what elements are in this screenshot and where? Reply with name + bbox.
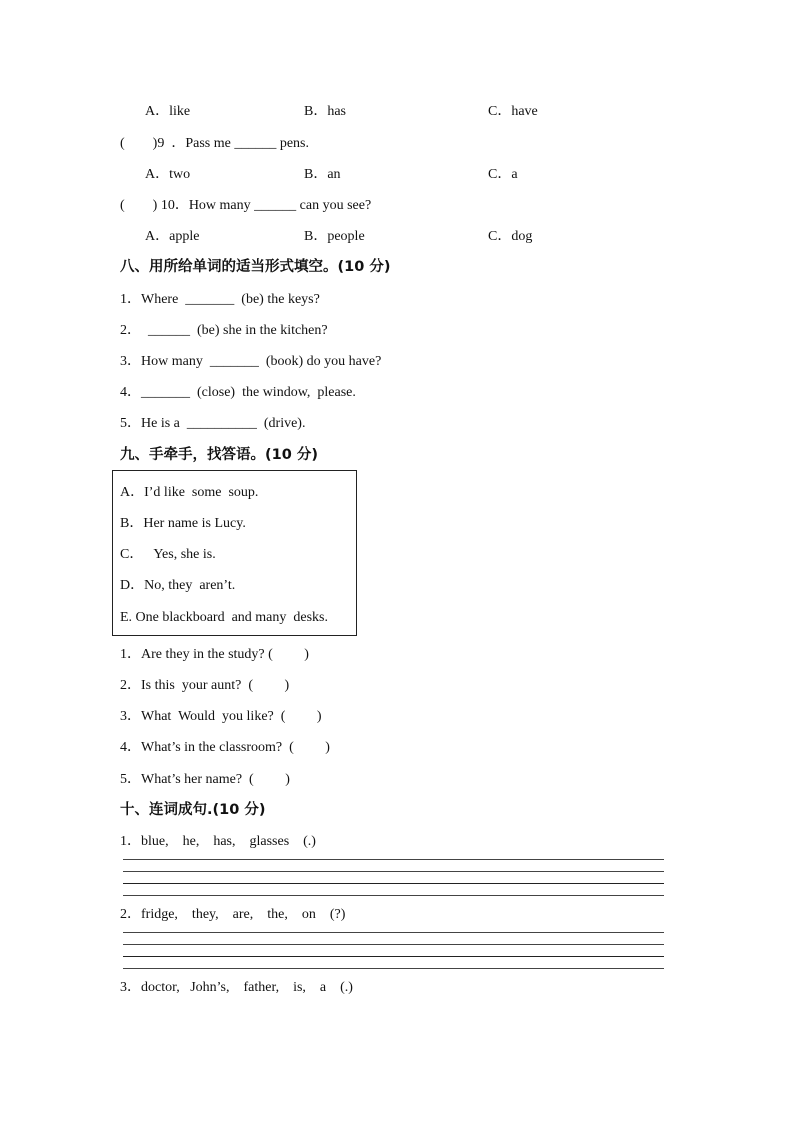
section-10-heading: 十、连词成句.(10 分)	[120, 802, 266, 818]
q10-text: ( ) 10．How many ______ can you see?	[120, 198, 372, 213]
writing-line	[123, 895, 664, 896]
writing-line	[123, 871, 664, 872]
sec10-item-1: 1．blue, he, has, glasses (.)	[120, 834, 316, 849]
writing-line	[123, 859, 664, 860]
sec8-item-4: 4．_______ (close) the window, please.	[120, 385, 356, 400]
sec10-item-3: 3．doctor, John’s, father, is, a (.)	[120, 980, 353, 995]
box-option-b: B．Her name is Lucy.	[120, 516, 246, 531]
writing-line	[123, 883, 664, 884]
sec9-item-5: 5．What’s her name? ( )	[120, 772, 290, 787]
sec8-item-3: 3．How many _______ (book) do you have?	[120, 354, 382, 369]
q9-option-b: B．an	[304, 167, 341, 182]
sec8-item-1: 1．Where _______ (be) the keys?	[120, 292, 320, 307]
sec9-item-4: 4．What’s in the classroom? ( )	[120, 740, 330, 755]
sec8-item-2: 2． ______ (be) she in the kitchen?	[120, 323, 328, 338]
q8-option-a: A．like	[145, 104, 191, 119]
sec9-item-2: 2．Is this your aunt? ( )	[120, 678, 290, 693]
sec10-item-2: 2．fridge, they, are, the, on (?)	[120, 907, 346, 922]
q9-option-a: A．two	[145, 167, 191, 182]
q9-option-c: C．a	[488, 167, 518, 182]
q10-option-a: A．apple	[145, 229, 200, 244]
q9-text: ( )9 ．Pass me ______ pens.	[120, 136, 309, 151]
q8-option-c: C．have	[488, 104, 538, 119]
box-option-a: A．I’d like some soup.	[120, 485, 259, 500]
sec9-item-1: 1．Are they in the study? ( )	[120, 647, 309, 662]
section-9-heading: 九、手牵手，找答语。(10 分)	[120, 447, 318, 463]
sec9-item-3: 3．What Would you like? ( )	[120, 709, 322, 724]
writing-line	[123, 932, 664, 933]
q10-option-c: C．dog	[488, 229, 533, 244]
q8-option-b: B．has	[304, 104, 346, 119]
box-option-d: D．No, they aren’t.	[120, 578, 236, 593]
box-option-c: C． Yes, she is.	[120, 547, 216, 562]
q10-option-b: B．people	[304, 229, 365, 244]
box-option-e: E. One blackboard and many desks.	[120, 610, 328, 625]
sec8-item-5: 5．He is a __________ (drive).	[120, 416, 306, 431]
writing-line	[123, 956, 664, 957]
writing-line	[123, 968, 664, 969]
writing-line	[123, 944, 664, 945]
section-8-heading: 八、用所给单词的适当形式填空。(10 分)	[120, 259, 391, 275]
